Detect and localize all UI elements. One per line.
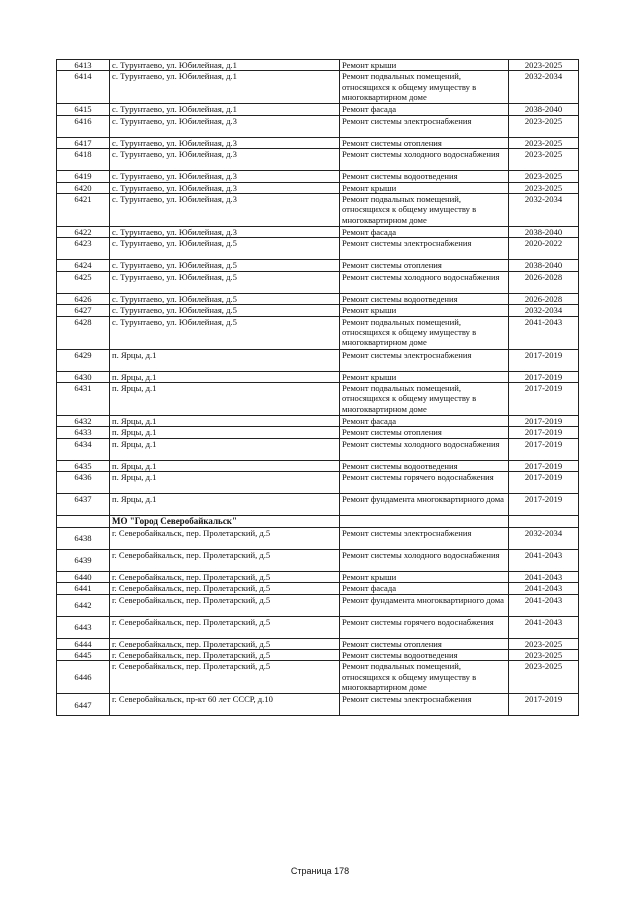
table-row: [57, 194, 579, 227]
row-number: 6421: [57, 194, 110, 227]
row-address: с. Турунтаево, ул. Юбилейная, д.1: [110, 71, 340, 104]
row-number: 6441: [57, 583, 110, 594]
table-row: [57, 238, 579, 260]
row-address: г. Северобайкальск, пер. Пролетарский, д.5: [110, 549, 340, 571]
row-address: п. Ярцы, д.1: [110, 460, 340, 471]
table-row: [57, 260, 579, 271]
row-period: 2023-2025: [509, 638, 579, 649]
row-number: 6413: [57, 60, 110, 71]
table-body: [57, 60, 579, 716]
table-row: [57, 527, 579, 549]
table-row: [57, 583, 579, 594]
row-address: г. Северобайкальск, пер. Пролетарский, д.5: [110, 649, 340, 660]
row-number: 6422: [57, 227, 110, 238]
row-period: 2041-2043: [509, 549, 579, 571]
section-number-cell: [57, 516, 110, 527]
table-row: [57, 349, 579, 371]
row-period: 2023-2025: [509, 149, 579, 171]
row-number: 6444: [57, 638, 110, 649]
row-number: 6439: [57, 549, 110, 571]
row-work: Ремонт подвальных помещений, относящихся к общему имуществу в многоквартирном доме: [340, 71, 509, 104]
row-number: 6423: [57, 238, 110, 260]
row-address: г. Северобайкальск, пер. Пролетарский, д.5: [110, 616, 340, 638]
row-period: 2032-2034: [509, 71, 579, 104]
row-period: 2041-2043: [509, 594, 579, 616]
row-address: с. Турунтаево, ул. Юбилейная, д.1: [110, 60, 340, 71]
row-work: Ремонт крыши: [340, 60, 509, 71]
table-row: [57, 594, 579, 616]
table-row: [57, 104, 579, 115]
row-work: Ремонт системы холодного водоснабжения: [340, 271, 509, 293]
row-number: 6428: [57, 316, 110, 349]
row-work: Ремонт фундамента многоквартирного дома: [340, 594, 509, 616]
row-work: Ремонт крыши: [340, 182, 509, 193]
section-title: МО "Город Северобайкальск": [110, 516, 340, 527]
row-period: 2017-2019: [509, 416, 579, 427]
row-number: 6431: [57, 383, 110, 416]
row-period: 2041-2043: [509, 316, 579, 349]
row-number: 6415: [57, 104, 110, 115]
row-address: г. Северобайкальск, пр-кт 60 лет СССР, д.10: [110, 694, 340, 716]
row-address: с. Турунтаево, ул. Юбилейная, д.5: [110, 293, 340, 304]
row-number: 6420: [57, 182, 110, 193]
section-empty-cell: [509, 516, 579, 527]
row-address: г. Северобайкальск, пер. Пролетарский, д.5: [110, 661, 340, 694]
row-address: с. Турунтаево, ул. Юбилейная, д.5: [110, 316, 340, 349]
table-row: [57, 460, 579, 471]
table-row: [57, 182, 579, 193]
page-number: Страница 178: [290, 866, 350, 876]
row-work: Ремонт системы отопления: [340, 260, 509, 271]
table-row: [57, 383, 579, 416]
row-number: 6442: [57, 594, 110, 616]
row-work: Ремонт крыши: [340, 571, 509, 582]
row-work: Ремонт подвальных помещений, относящихся к общему имуществу в многоквартирном доме: [340, 661, 509, 694]
repair-schedule-table: [56, 59, 579, 716]
row-number: 6435: [57, 460, 110, 471]
row-address: п. Ярцы, д.1: [110, 472, 340, 494]
row-work: Ремонт крыши: [340, 305, 509, 316]
row-address: с. Турунтаево, ул. Юбилейная, д.5: [110, 305, 340, 316]
table-row: [57, 227, 579, 238]
row-address: г. Северобайкальск, пер. Пролетарский, д.5: [110, 594, 340, 616]
row-address: с. Турунтаево, ул. Юбилейная, д.1: [110, 104, 340, 115]
row-number: 6424: [57, 260, 110, 271]
row-number: 6440: [57, 571, 110, 582]
row-number: 6436: [57, 472, 110, 494]
row-address: п. Ярцы, д.1: [110, 494, 340, 516]
table-row: [57, 149, 579, 171]
row-number: 6445: [57, 649, 110, 660]
row-period: 2020-2022: [509, 238, 579, 260]
table-row: [57, 438, 579, 460]
row-address: г. Северобайкальск, пер. Пролетарский, д.5: [110, 527, 340, 549]
row-address: с. Турунтаево, ул. Юбилейная, д.3: [110, 227, 340, 238]
row-address: г. Северобайкальск, пер. Пролетарский, д.5: [110, 638, 340, 649]
row-period: 2026-2028: [509, 271, 579, 293]
row-period: 2017-2019: [509, 694, 579, 716]
table-row: [57, 416, 579, 427]
row-work: Ремонт фасада: [340, 416, 509, 427]
table-row: [57, 115, 579, 137]
table-row: [57, 494, 579, 516]
row-number: 6447: [57, 694, 110, 716]
row-work: Ремонт системы горячего водоснабжения: [340, 472, 509, 494]
table-row: [57, 638, 579, 649]
section-header-row: [57, 516, 579, 527]
row-number: 6426: [57, 293, 110, 304]
row-work: Ремонт системы электроснабжения: [340, 349, 509, 371]
row-address: с. Турунтаево, ул. Юбилейная, д.3: [110, 194, 340, 227]
row-number: 6419: [57, 171, 110, 182]
row-period: 2041-2043: [509, 583, 579, 594]
row-work: Ремонт системы горячего водоснабжения: [340, 616, 509, 638]
row-number: 6430: [57, 371, 110, 382]
row-period: 2038-2040: [509, 104, 579, 115]
row-period: 2017-2019: [509, 438, 579, 460]
row-number: 6438: [57, 527, 110, 549]
row-number: 6414: [57, 71, 110, 104]
row-number: 6434: [57, 438, 110, 460]
table-row: [57, 649, 579, 660]
table-row: [57, 271, 579, 293]
section-empty-cell: [340, 516, 509, 527]
row-period: 2023-2025: [509, 182, 579, 193]
row-period: 2017-2019: [509, 460, 579, 471]
row-period: 2023-2025: [509, 171, 579, 182]
row-address: с. Турунтаево, ул. Юбилейная, д.3: [110, 137, 340, 148]
row-period: 2023-2025: [509, 661, 579, 694]
row-number: 6417: [57, 137, 110, 148]
table-row: [57, 694, 579, 716]
row-address: п. Ярцы, д.1: [110, 383, 340, 416]
table-row: [57, 171, 579, 182]
row-period: 2041-2043: [509, 616, 579, 638]
row-work: Ремонт системы водоотведения: [340, 649, 509, 660]
row-work: Ремонт фундамента многоквартирного дома: [340, 494, 509, 516]
row-number: 6437: [57, 494, 110, 516]
table-row: [57, 427, 579, 438]
table-row: [57, 316, 579, 349]
row-period: 2032-2034: [509, 527, 579, 549]
row-period: 2038-2040: [509, 260, 579, 271]
row-address: п. Ярцы, д.1: [110, 349, 340, 371]
table-row: [57, 472, 579, 494]
row-number: 6427: [57, 305, 110, 316]
row-address: с. Турунтаево, ул. Юбилейная, д.3: [110, 149, 340, 171]
row-number: 6425: [57, 271, 110, 293]
row-number: 6416: [57, 115, 110, 137]
table-row: [57, 661, 579, 694]
row-number: 6443: [57, 616, 110, 638]
row-number: 6446: [57, 661, 110, 694]
table-row: [57, 71, 579, 104]
row-address: п. Ярцы, д.1: [110, 416, 340, 427]
row-work: Ремонт системы отопления: [340, 638, 509, 649]
row-work: Ремонт фасада: [340, 227, 509, 238]
table-row: [57, 60, 579, 71]
table-row: [57, 305, 579, 316]
row-address: п. Ярцы, д.1: [110, 427, 340, 438]
row-period: 2017-2019: [509, 383, 579, 416]
row-address: г. Северобайкальск, пер. Пролетарский, д.5: [110, 571, 340, 582]
row-work: Ремонт системы электроснабжения: [340, 238, 509, 260]
table-row: [57, 371, 579, 382]
row-number: 6418: [57, 149, 110, 171]
row-address: г. Северобайкальск, пер. Пролетарский, д.5: [110, 583, 340, 594]
row-address: с. Турунтаево, ул. Юбилейная, д.3: [110, 115, 340, 137]
row-period: 2017-2019: [509, 349, 579, 371]
row-work: Ремонт подвальных помещений, относящихся к общему имуществу в многоквартирном доме: [340, 383, 509, 416]
row-number: 6433: [57, 427, 110, 438]
row-work: Ремонт системы холодного водоснабжения: [340, 438, 509, 460]
row-work: Ремонт подвальных помещений, относящихся к общему имуществу в многоквартирном доме: [340, 316, 509, 349]
row-address: п. Ярцы, д.1: [110, 371, 340, 382]
row-address: с. Турунтаево, ул. Юбилейная, д.5: [110, 271, 340, 293]
row-work: Ремонт крыши: [340, 371, 509, 382]
row-work: Ремонт системы отопления: [340, 427, 509, 438]
row-period: 2017-2019: [509, 472, 579, 494]
row-work: Ремонт фасада: [340, 583, 509, 594]
row-work: Ремонт системы водоотведения: [340, 293, 509, 304]
row-period: 2023-2025: [509, 137, 579, 148]
table-row: [57, 293, 579, 304]
row-work: Ремонт системы отопления: [340, 137, 509, 148]
row-address: с. Турунтаево, ул. Юбилейная, д.3: [110, 171, 340, 182]
row-address: с. Турунтаево, ул. Юбилейная, д.5: [110, 238, 340, 260]
row-period: 2026-2028: [509, 293, 579, 304]
row-number: 6429: [57, 349, 110, 371]
row-address: с. Турунтаево, ул. Юбилейная, д.5: [110, 260, 340, 271]
row-period: 2032-2034: [509, 194, 579, 227]
row-period: 2017-2019: [509, 494, 579, 516]
row-work: Ремонт системы электроснабжения: [340, 115, 509, 137]
row-work: Ремонт фасада: [340, 104, 509, 115]
row-work: Ремонт системы холодного водоснабжения: [340, 149, 509, 171]
row-work: Ремонт системы холодного водоснабжения: [340, 549, 509, 571]
row-period: 2038-2040: [509, 227, 579, 238]
row-number: 6432: [57, 416, 110, 427]
row-work: Ремонт системы электроснабжения: [340, 694, 509, 716]
row-period: 2017-2019: [509, 427, 579, 438]
row-period: 2023-2025: [509, 649, 579, 660]
table-row: [57, 549, 579, 571]
table-row: [57, 616, 579, 638]
row-address: п. Ярцы, д.1: [110, 438, 340, 460]
row-work: Ремонт системы электроснабжения: [340, 527, 509, 549]
row-work: Ремонт подвальных помещений, относящихся к общему имуществу в многоквартирном доме: [340, 194, 509, 227]
row-work: Ремонт системы водоотведения: [340, 460, 509, 471]
row-period: 2041-2043: [509, 571, 579, 582]
row-period: 2032-2034: [509, 305, 579, 316]
row-period: 2017-2019: [509, 371, 579, 382]
row-period: 2023-2025: [509, 115, 579, 137]
row-address: с. Турунтаево, ул. Юбилейная, д.3: [110, 182, 340, 193]
table-row: [57, 137, 579, 148]
row-work: Ремонт системы водоотведения: [340, 171, 509, 182]
table-row: [57, 571, 579, 582]
row-period: 2023-2025: [509, 60, 579, 71]
